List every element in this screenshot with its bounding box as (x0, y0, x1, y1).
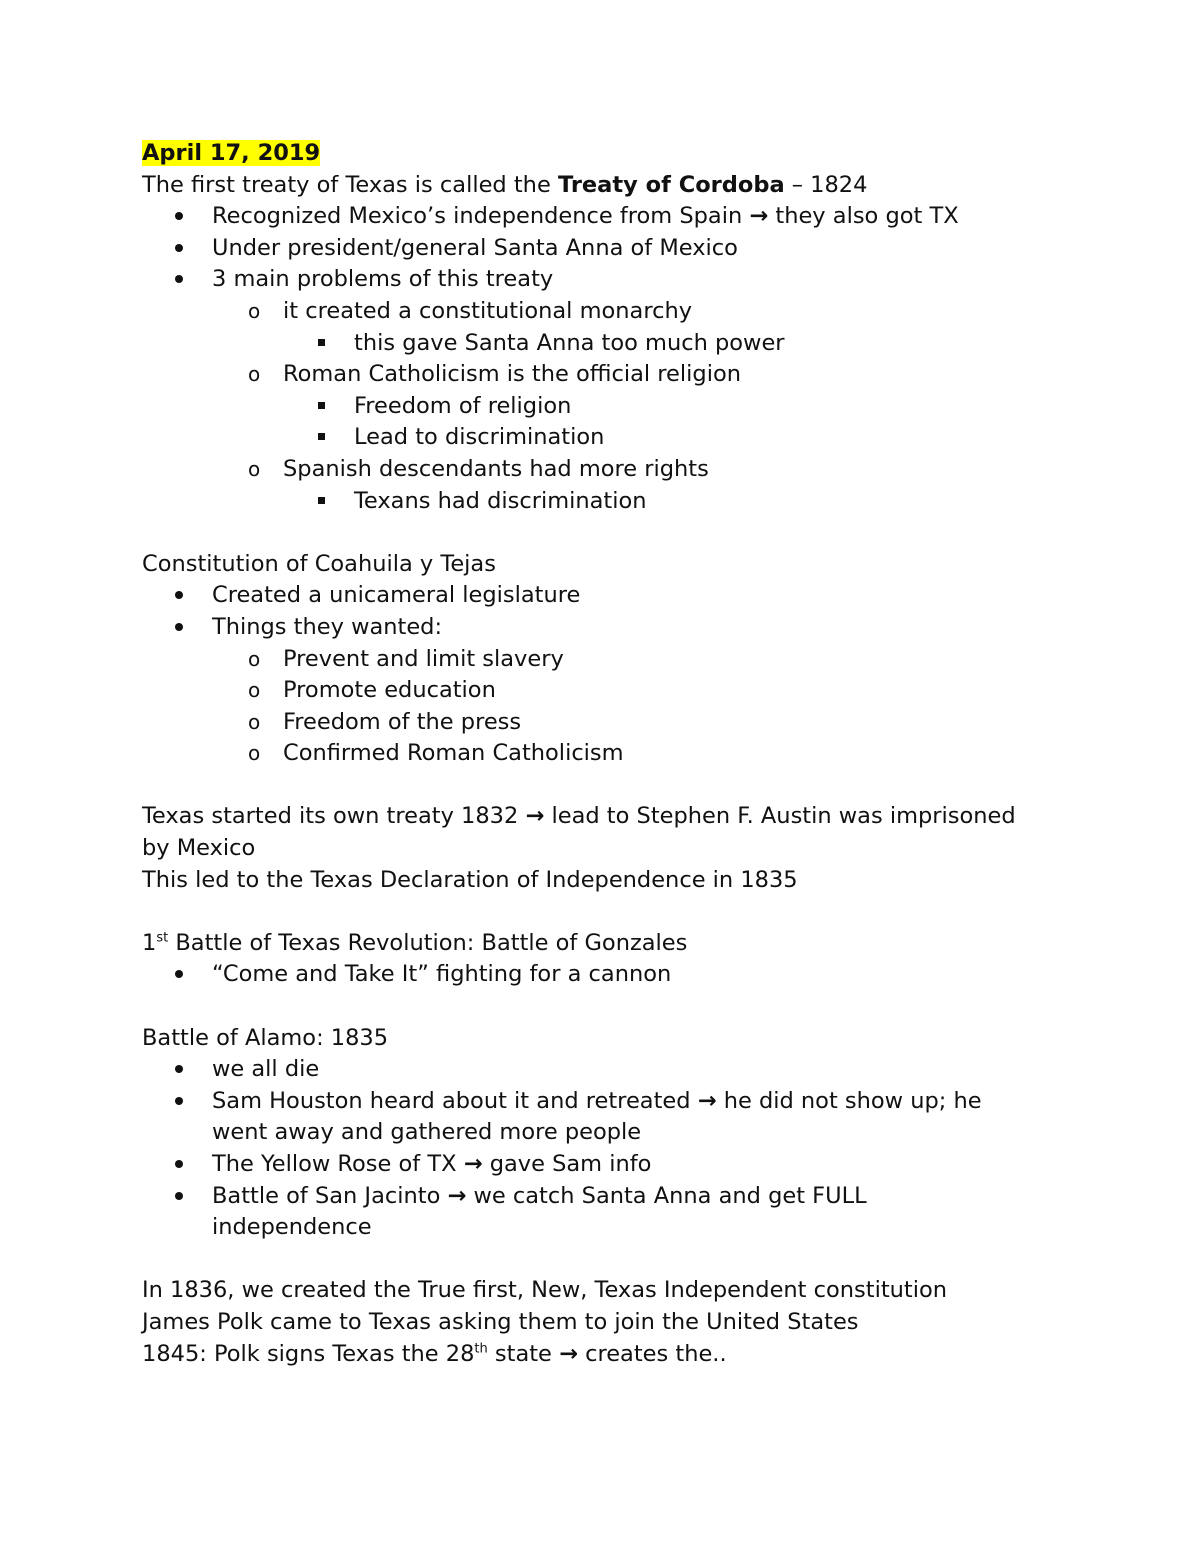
treaty-year: – 1824 (784, 171, 868, 198)
arrow-icon: → (463, 1151, 483, 1177)
item-text: Promote education (283, 677, 496, 704)
item-text: Freedom of religion (354, 392, 572, 419)
bullet-icon (175, 1054, 183, 1086)
item-text: Texans had discrimination (354, 487, 647, 514)
list-item (142, 296, 1072, 328)
item-text: The Yellow Rose of TX (212, 1151, 464, 1177)
circle-bullet-icon: o (248, 456, 261, 481)
circle-bullet-icon: o (248, 298, 261, 323)
bullet-icon (175, 1181, 183, 1213)
arrow-icon: → (749, 203, 769, 230)
square-bullet-icon (318, 391, 325, 423)
line-text: Texas started its own treaty 1832 (142, 803, 526, 830)
treaty-name: Treaty of Cordoba (557, 171, 785, 198)
item-text: we catch Santa Anna and get FULL (466, 1182, 867, 1209)
bullet-icon (175, 1086, 183, 1118)
list-item (142, 233, 1072, 265)
circle-bullet-icon: o (248, 741, 261, 766)
list-item (142, 644, 1072, 676)
paragraph-line (142, 1339, 1072, 1371)
item-text: gave Sam info (482, 1151, 652, 1177)
heading-text: Battle of Texas Revolution: Battle of Gonzales (168, 929, 688, 956)
list-item-continuation (142, 1117, 1072, 1149)
paragraph-line: This led to the Texas Declaration of Independence in 1835 (142, 866, 798, 893)
list-item (142, 454, 1072, 486)
item-text: Sam Houston heard about it and retreated (212, 1087, 698, 1114)
list-item (142, 959, 1072, 991)
list-item (142, 1054, 1072, 1086)
line-text: state (487, 1340, 560, 1367)
line-text: creates the.. (577, 1340, 727, 1367)
list-item (142, 201, 1072, 233)
item-text: Created a unicameral legislature (212, 582, 581, 609)
spacer (142, 991, 1072, 1023)
bullet-icon (175, 612, 183, 644)
item-text: Battle of San Jacinto (212, 1182, 448, 1209)
spacer (142, 896, 1072, 928)
list-item (142, 707, 1072, 739)
arrow-icon: → (559, 1340, 578, 1367)
list-item (142, 612, 1072, 644)
bullet-icon (175, 1149, 183, 1181)
section-heading: Battle of Alamo: 1835 (142, 1024, 389, 1051)
section-heading: Constitution of Coahuila y Tejas (142, 550, 496, 577)
paragraph-line: James Polk came to Texas asking them to join the United States (142, 1308, 859, 1335)
item-text: Lead to discrimination (354, 424, 605, 451)
circle-bullet-icon: o (248, 646, 261, 671)
arrow-icon: → (697, 1087, 717, 1114)
list-item (142, 1086, 1072, 1118)
item-text: this gave Santa Anna too much power (354, 329, 785, 356)
item-text: it created a constitutional monarchy (283, 297, 693, 324)
treaty-intro-text: The first treaty of Texas is called the (142, 171, 558, 198)
spacer (142, 517, 1072, 549)
list-item (142, 264, 1072, 296)
paragraph-line (142, 801, 1072, 833)
item-text: Roman Catholicism is the official religion (283, 361, 741, 388)
square-bullet-icon (318, 486, 325, 518)
item-text: went away and gathered more people (212, 1119, 642, 1146)
line-text: 1845: Polk signs Texas the 28 (142, 1340, 475, 1367)
bullet-icon (175, 233, 183, 265)
circle-bullet-icon: o (248, 362, 261, 387)
bullet-icon (175, 201, 183, 233)
list-item (142, 359, 1072, 391)
circle-bullet-icon: o (248, 709, 261, 734)
ordinal-suffix: th (474, 1341, 488, 1357)
item-text: Spanish descendants had more rights (283, 455, 709, 482)
item-text: Confirmed Roman Catholicism (283, 740, 624, 767)
list-item (142, 675, 1072, 707)
list-item (142, 1181, 1072, 1213)
bullet-icon (175, 264, 183, 296)
spacer (142, 770, 1072, 802)
list-item-continuation (142, 1212, 1072, 1244)
arrow-icon: → (447, 1182, 467, 1209)
list-item (142, 328, 1072, 360)
item-text: Freedom of the press (283, 708, 522, 735)
bullet-icon (175, 580, 183, 612)
spacer (142, 1244, 1072, 1276)
item-text: Prevent and limit slavery (283, 645, 564, 672)
list-item (142, 422, 1072, 454)
item-text: 3 main problems of this treaty (212, 266, 554, 293)
item-text: “Come and Take It” fighting for a cannon (212, 961, 672, 988)
list-item (142, 1149, 1072, 1181)
item-text: they also got TX (768, 203, 959, 230)
list-item (142, 580, 1072, 612)
list-item (142, 486, 1072, 518)
square-bullet-icon (318, 422, 325, 454)
treaty-intro (142, 170, 1072, 202)
date-heading (142, 138, 1072, 170)
paragraph-line: by Mexico (142, 835, 256, 862)
date-highlight: April 17, 2019 (142, 140, 321, 166)
heading-number: 1 (142, 929, 157, 956)
item-text: Things they wanted: (212, 613, 443, 640)
item-text: independence (212, 1214, 372, 1241)
item-text: Recognized Mexico’s independence from Spain (212, 203, 750, 230)
section-heading (142, 928, 1072, 960)
square-bullet-icon (318, 328, 325, 360)
paragraph-line: In 1836, we created the True first, New, Texas Independent constitution (142, 1277, 948, 1304)
list-item (142, 738, 1072, 770)
list-item (142, 391, 1072, 423)
ordinal-suffix: st (156, 930, 169, 946)
notes-body (142, 138, 1072, 1370)
circle-bullet-icon: o (248, 678, 261, 703)
arrow-icon: → (525, 803, 545, 830)
item-text: we all die (212, 1056, 320, 1083)
bullet-icon (175, 959, 183, 991)
item-text: he did not show up; he (716, 1087, 982, 1114)
item-text: Under president/general Santa Anna of Mexico (212, 234, 738, 261)
line-text: lead to Stephen F. Austin was imprisoned (544, 803, 1016, 830)
